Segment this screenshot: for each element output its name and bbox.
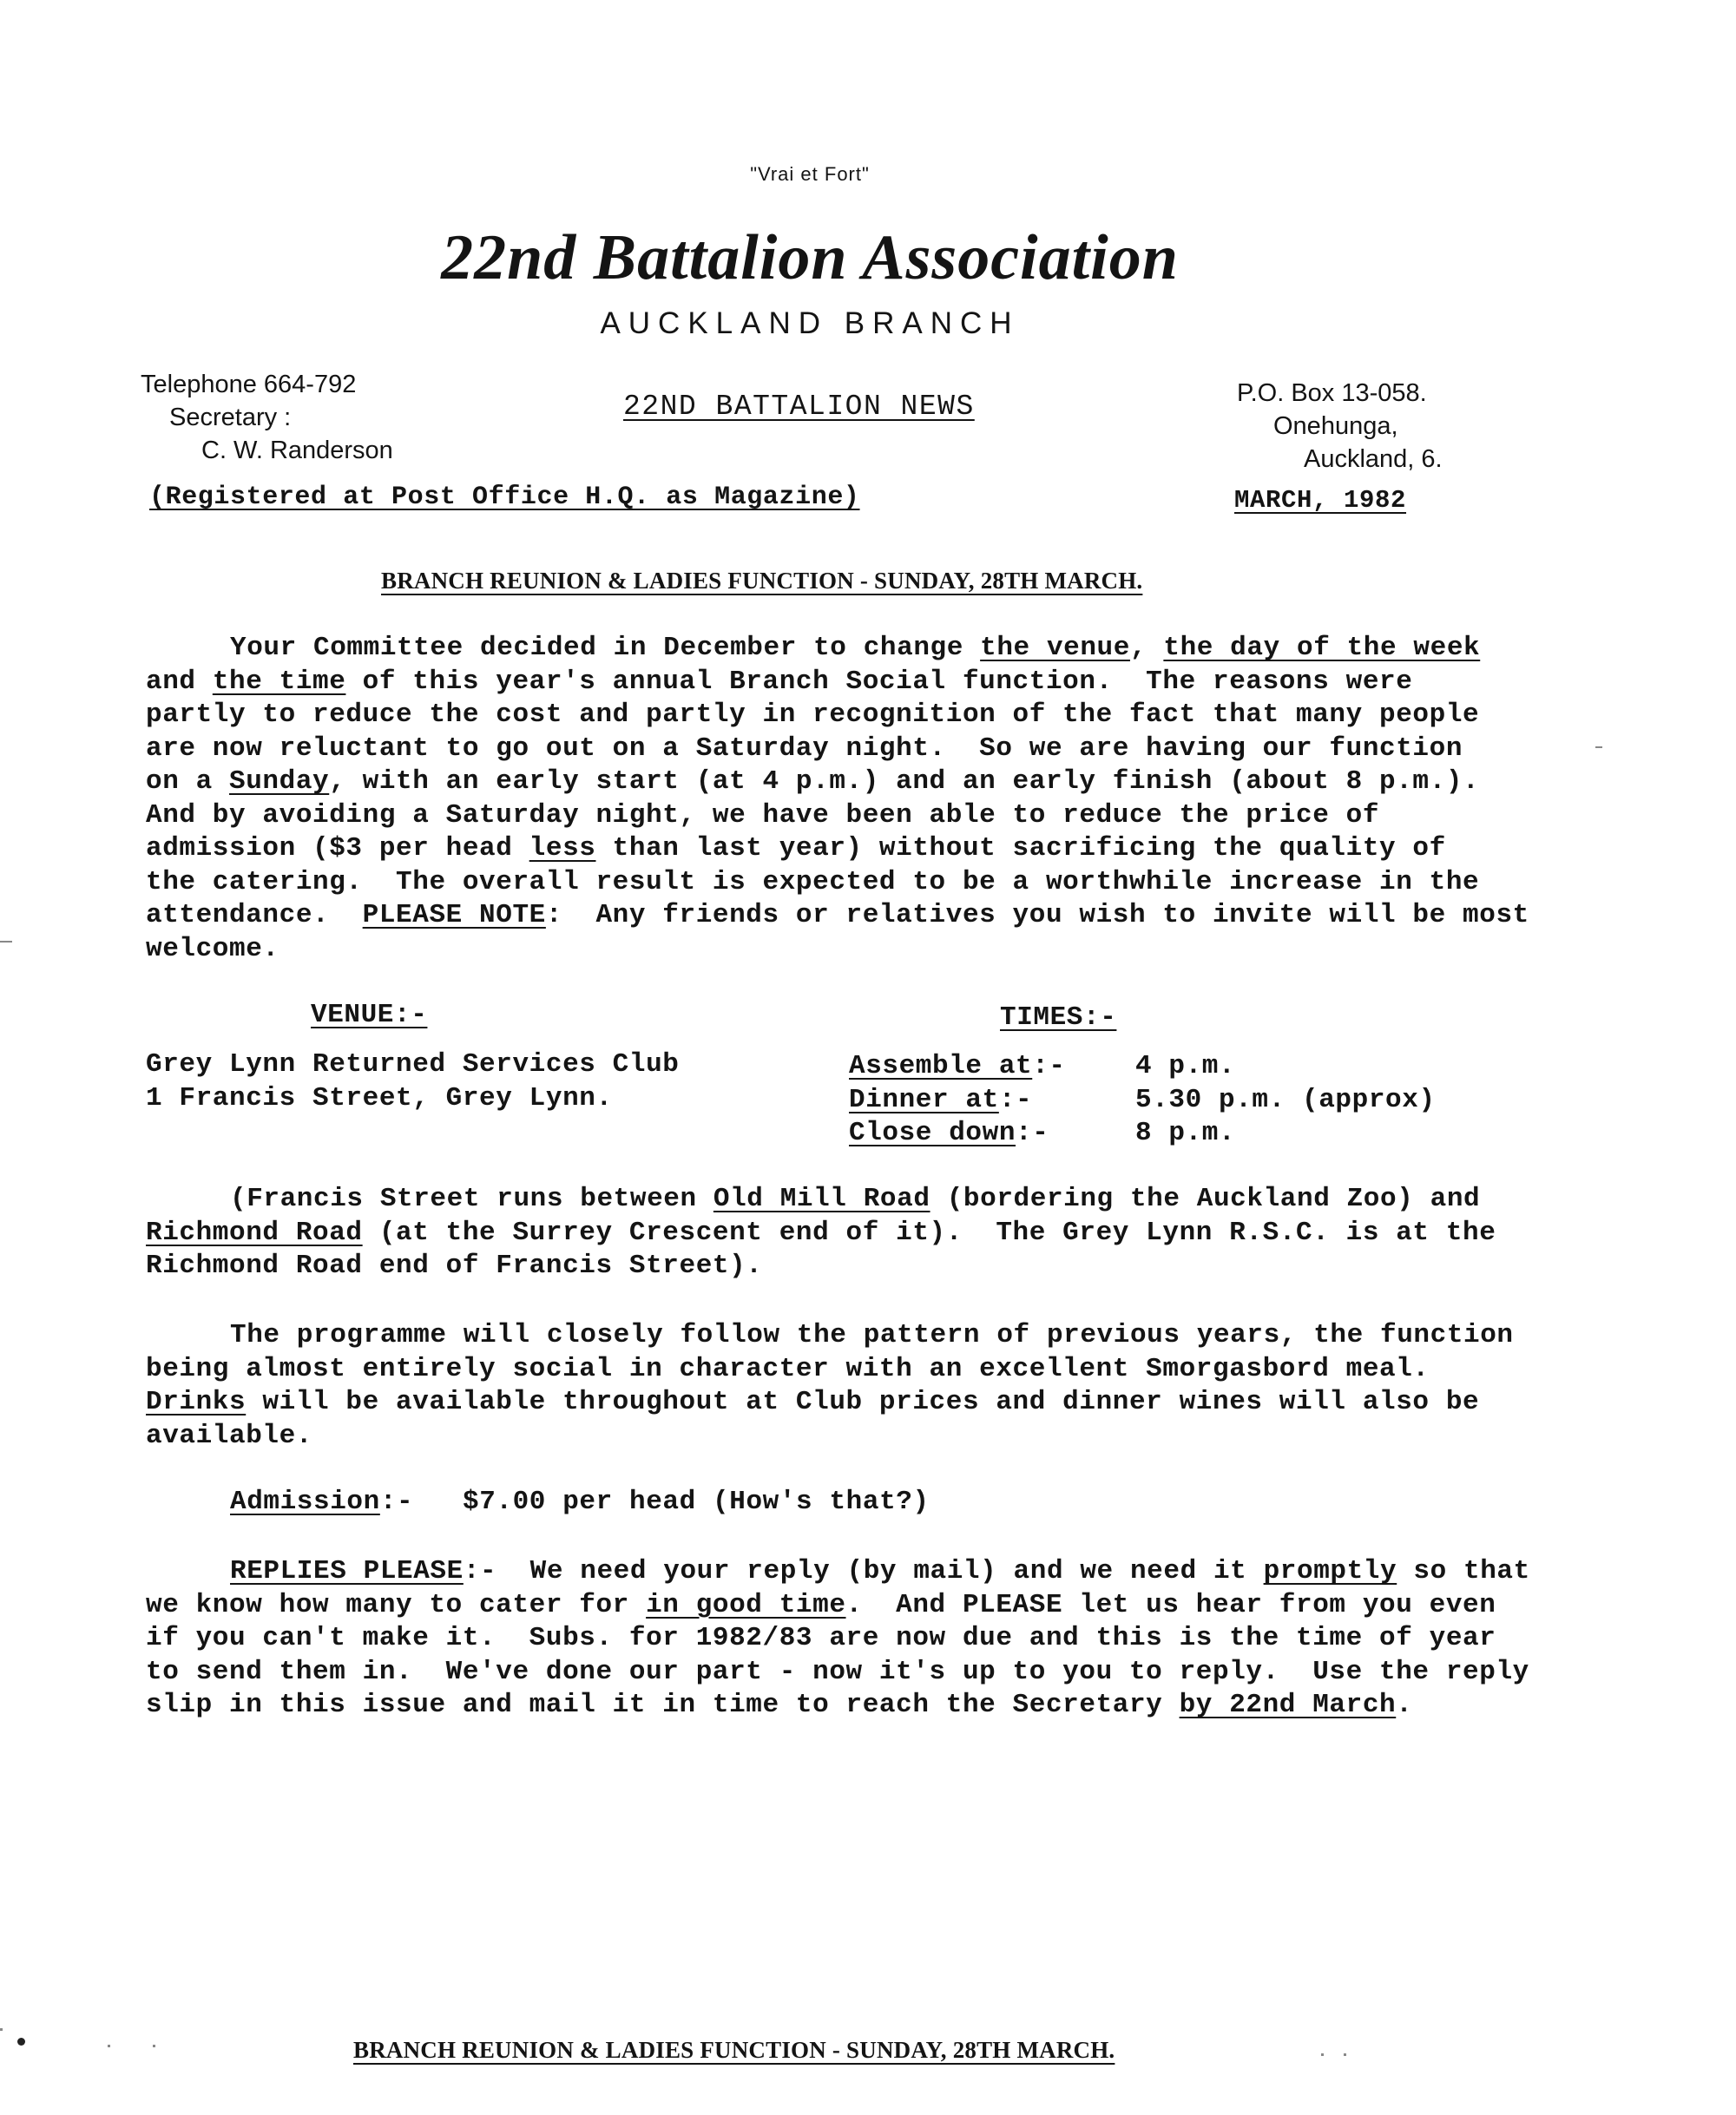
branch-name: AUCKLAND BRANCH bbox=[600, 306, 1020, 340]
time-row-value: 4 p.m. bbox=[1135, 1051, 1236, 1081]
secretary-name: C. W. Randerson bbox=[201, 437, 393, 464]
intro-emphasis: the time bbox=[212, 666, 346, 697]
replies-text: slip in this issue and mail it in time to reach the Secretary bbox=[146, 1690, 1180, 1720]
time-row-value: 5.30 p.m. (approx) bbox=[1135, 1084, 1436, 1115]
replies-text: . And PLEASE let us hear from you even bbox=[845, 1589, 1496, 1620]
replies-text: :- We need your reply (by mail) and we need it bbox=[463, 1556, 1264, 1586]
issue-date: MARCH, 1982 bbox=[1234, 486, 1407, 515]
replies-line: to send them in. We've done our part - now it's up to you to reply. Use the reply bbox=[146, 1656, 1529, 1687]
time-row-value: 8 p.m. bbox=[1135, 1118, 1236, 1148]
programme-line: available. bbox=[146, 1420, 313, 1451]
admission-label: Admission bbox=[230, 1487, 380, 1517]
article-heading: BRANCH REUNION & LADIES FUNCTION - SUNDAY, 28TH MARCH. bbox=[381, 568, 1143, 594]
intro-line: And by avoiding a Saturday night, we have been able to reduce the price of bbox=[146, 799, 1380, 831]
venue-line: Grey Lynn Returned Services Club bbox=[146, 1049, 680, 1080]
address-line-2: Auckland, 6. bbox=[1304, 445, 1443, 473]
intro-emphasis: the venue bbox=[980, 633, 1130, 663]
scan-speck bbox=[1321, 2053, 1324, 2056]
time-row-label: Assemble at bbox=[849, 1051, 1033, 1081]
replies-text: so that bbox=[1397, 1556, 1530, 1586]
directions-emphasis: Richmond Road bbox=[146, 1217, 363, 1248]
intro-emphasis: the day of the week bbox=[1163, 633, 1481, 663]
intro-text: admission ($3 per head bbox=[146, 833, 529, 864]
intro-emphasis: less bbox=[529, 833, 596, 864]
directions-line: Richmond Road end of Francis Street). bbox=[146, 1251, 763, 1281]
times-list bbox=[849, 1050, 1066, 1151]
venue-label: VENUE:- bbox=[311, 1000, 428, 1030]
time-row-label: Close down bbox=[849, 1118, 1016, 1148]
times-values bbox=[1135, 1050, 1436, 1151]
programme-paragraph bbox=[146, 1319, 1514, 1453]
scan-speck bbox=[153, 2045, 155, 2047]
time-row-separator: :- bbox=[998, 1084, 1033, 1115]
venue-address bbox=[146, 1048, 680, 1115]
replies-label: REPLIES PLEASE bbox=[230, 1556, 464, 1586]
time-row-separator: :- bbox=[1016, 1118, 1049, 1148]
scan-speck bbox=[1595, 746, 1602, 748]
postal-address bbox=[1237, 377, 1443, 476]
programme-emphasis: Drinks bbox=[146, 1387, 247, 1417]
intro-text: on a bbox=[146, 766, 230, 797]
intro-text: : Any friends or relatives you wish to invite will be most bbox=[545, 900, 1529, 930]
replies-line: if you can't make it. Subs. for 1982/83 are now due and this is the time of year bbox=[146, 1623, 1496, 1653]
directions-emphasis: Old Mill Road bbox=[713, 1184, 930, 1214]
secretary-label: Secretary : bbox=[169, 404, 292, 431]
scan-speck bbox=[1344, 2053, 1346, 2056]
intro-text: , with an early start (at 4 p.m.) and an early finish (about 8 p.m.). bbox=[329, 766, 1480, 797]
telephone: Telephone 664-792 bbox=[141, 371, 357, 398]
time-row bbox=[849, 1084, 1066, 1118]
please-note-label: PLEASE NOTE bbox=[362, 900, 546, 930]
time-row bbox=[849, 1050, 1066, 1084]
times-label: TIMES:- bbox=[1000, 1002, 1117, 1033]
admission-separator: :- bbox=[379, 1487, 414, 1517]
po-box: P.O. Box 13-058. bbox=[1237, 379, 1427, 407]
replies-text: . bbox=[1396, 1690, 1413, 1720]
intro-text: , bbox=[1129, 633, 1164, 663]
time-row bbox=[849, 1117, 1066, 1151]
intro-line: are now reluctant to go out on a Saturday night. So we are having our function bbox=[146, 732, 1463, 764]
scan-speck bbox=[0, 941, 12, 943]
intro-emphasis: Sunday bbox=[229, 766, 330, 797]
replies-emphasis: in good time bbox=[646, 1589, 846, 1620]
directions-text: (at the Surrey Crescent end of it). The Grey Lynn R.S.C. is at the bbox=[362, 1217, 1496, 1248]
registration-note: (Registered at Post Office H.Q. as Magazine) bbox=[149, 483, 860, 512]
intro-text: attendance. bbox=[146, 900, 363, 930]
intro-text: than last year) without sacrificing the quality of bbox=[595, 833, 1446, 864]
replies-emphasis: by 22nd March bbox=[1179, 1690, 1397, 1720]
contact-block bbox=[141, 368, 393, 467]
intro-paragraph bbox=[146, 632, 1529, 966]
programme-text: will be available throughout at Club prices and dinner wines will also be bbox=[246, 1387, 1480, 1417]
admission-line bbox=[230, 1486, 413, 1520]
motto: "Vrai et Fort" bbox=[750, 163, 870, 185]
replies-emphasis: promptly bbox=[1263, 1556, 1397, 1586]
scan-speck bbox=[108, 2045, 110, 2047]
programme-line: being almost entirely social in character with an excellent Smorgasbord meal. bbox=[146, 1353, 1430, 1384]
replies-paragraph bbox=[146, 1555, 1530, 1723]
directions-text: (Francis Street runs between bbox=[230, 1184, 713, 1214]
time-row-separator: :- bbox=[1032, 1051, 1066, 1081]
footer-heading: BRANCH REUNION & LADIES FUNCTION - SUNDAY, 28TH MARCH. bbox=[353, 2037, 1115, 2063]
directions-text: (bordering the Auckland Zoo) and bbox=[930, 1184, 1481, 1214]
replies-text: we know how many to cater for bbox=[146, 1589, 647, 1620]
organization-title: 22nd Battalion Association bbox=[441, 222, 1179, 293]
intro-line: welcome. bbox=[146, 933, 279, 964]
intro-text: of this year's annual Branch Social function. The reasons were bbox=[345, 666, 1413, 697]
newsletter-title: 22ND BATTALION NEWS bbox=[623, 391, 975, 423]
admission-price: $7.00 per head (How's that?) bbox=[463, 1487, 930, 1517]
venue-line: 1 Francis Street, Grey Lynn. bbox=[146, 1082, 613, 1113]
scan-speck bbox=[17, 2038, 25, 2046]
intro-line: the catering. The overall result is expected to be a worthwhile increase in the bbox=[146, 866, 1480, 897]
directions-paragraph bbox=[146, 1183, 1496, 1284]
intro-text: Your Committee decided in December to change bbox=[230, 633, 981, 663]
scan-speck bbox=[0, 2028, 3, 2031]
programme-line: The programme will closely follow the pattern of previous years, the function bbox=[230, 1320, 1514, 1350]
intro-line: partly to reduce the cost and partly in recognition of the fact that many people bbox=[146, 700, 1480, 730]
address-line-1: Onehunga, bbox=[1273, 412, 1398, 440]
intro-text: and bbox=[146, 666, 213, 697]
time-row-label: Dinner at bbox=[849, 1084, 999, 1115]
